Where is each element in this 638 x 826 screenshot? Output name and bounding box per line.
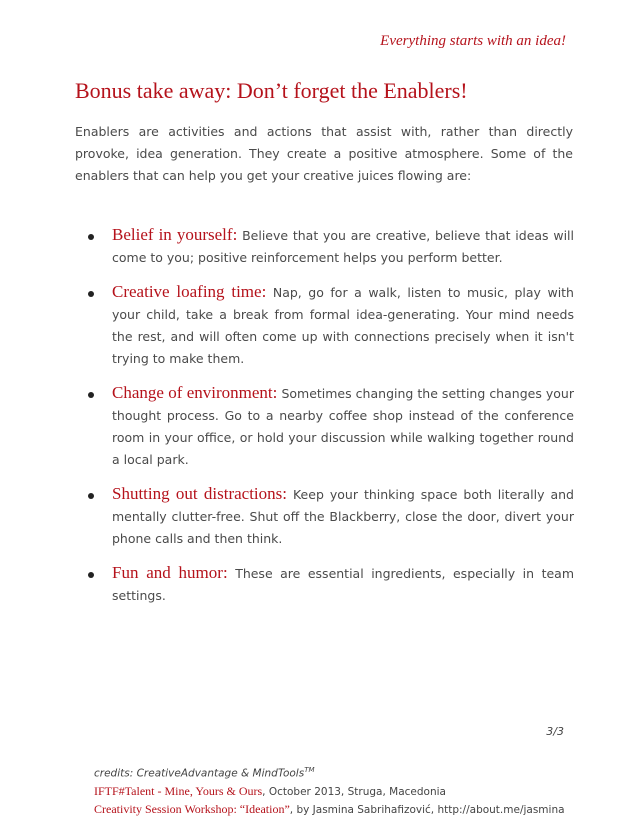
- page-number: 3/3: [546, 725, 564, 738]
- workshop-details: , by Jasmina Sabrihafizović, http://about.me/jasmina: [289, 803, 565, 816]
- enabler-description: Keep your thinking space both literally and mentally clutter-free. Shut off the Blackberry, close the door, divert your phone calls and then think.: [112, 487, 574, 546]
- bullet-icon: [88, 234, 94, 240]
- event-details: , October 2013, Struga, Macedonia: [262, 785, 446, 798]
- credits-text: credits: CreativeAdvantage & MindTools: [94, 767, 305, 780]
- enabler-title: Fun and humor:: [112, 563, 228, 582]
- trademark-mark: TM: [304, 766, 315, 774]
- footer: [94, 762, 594, 819]
- bullet-icon: [88, 291, 94, 297]
- page-title: Bonus take away: Don’t forget the Enablers!: [75, 78, 468, 103]
- enabler-item: [88, 224, 574, 269]
- header-tagline: Everything starts with an idea!: [380, 33, 566, 49]
- enablers-list: [88, 224, 574, 607]
- footer-event-line: [94, 783, 594, 801]
- enabler-description: These are essential ingredients, especially in team settings.: [112, 566, 574, 603]
- footer-workshop-line: [94, 801, 594, 819]
- enabler-title: Belief in yourself:: [112, 225, 238, 244]
- enabler-title: Creative loafing time:: [112, 282, 267, 301]
- intro-paragraph: Enablers are activities and actions that assist with, rather than directly provoke, idea generation. They create a positive atmosphere. Some of the enablers that can help you get your creative juices flowing are:: [75, 124, 573, 183]
- enabler-description: Sometimes changing the setting changes your thought process. Go to a nearby coffee shop instead of the conference room in your office, or hold your discussion while walking together round a local park.: [112, 386, 574, 467]
- enabler-description: Nap, go for a walk, listen to music, play with your child, take a break from formal idea-generating. Your mind needs the rest, and will often come up with connections precisely when it isn't trying to make them.: [112, 285, 574, 366]
- bullet-icon: [88, 493, 94, 499]
- enabler-title: Change of environment:: [112, 383, 278, 402]
- enabler-item: [88, 382, 574, 471]
- bullet-icon: [88, 392, 94, 398]
- enabler-item: [88, 483, 574, 550]
- enabler-item: [88, 281, 574, 370]
- enabler-description: Believe that you are creative, believe that ideas will come to you; positive reinforcement helps you perform better.: [112, 228, 574, 265]
- enabler-item: [88, 562, 574, 607]
- event-name: IFTF#Talent - Mine, Yours & Ours: [94, 783, 263, 798]
- enabler-title: Shutting out distractions:: [112, 484, 287, 503]
- footer-credits: [94, 762, 594, 783]
- bullet-icon: [88, 572, 94, 578]
- workshop-name: Creativity Session Workshop: “Ideation”: [94, 801, 290, 816]
